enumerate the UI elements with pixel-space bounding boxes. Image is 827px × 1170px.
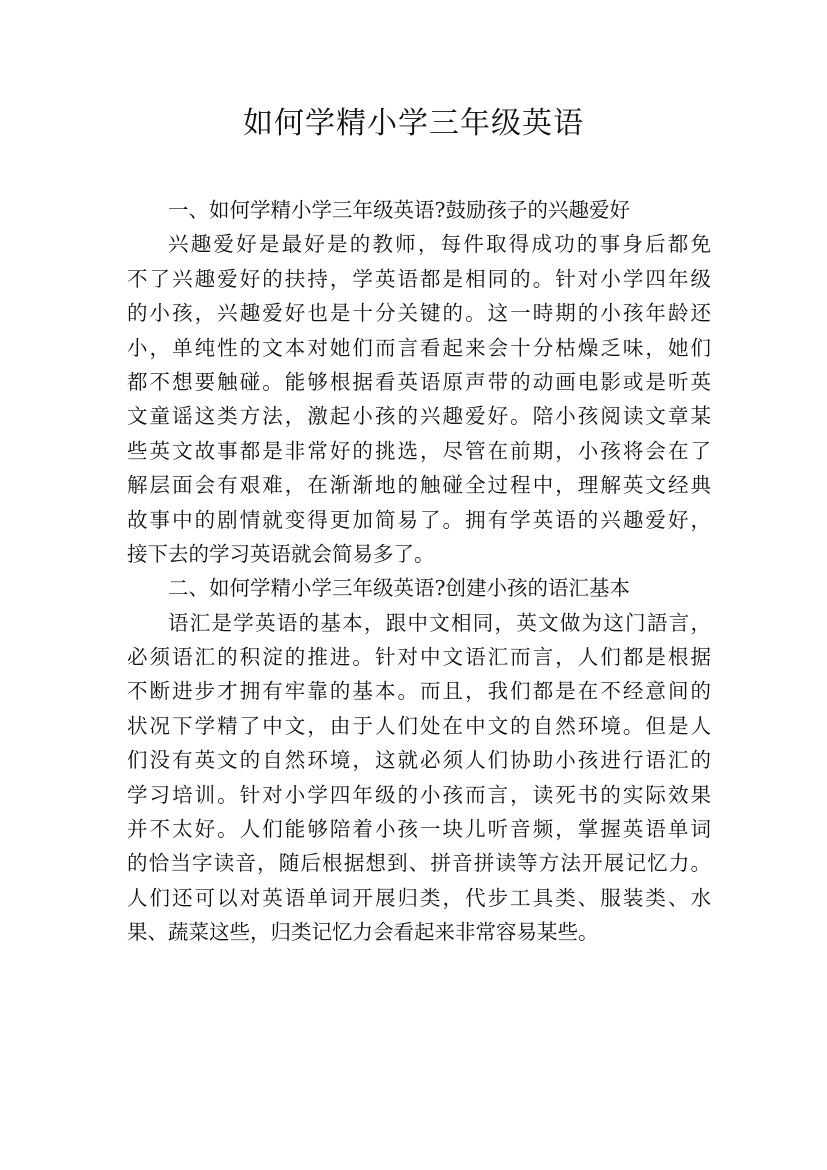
- paragraph-line: 故事中的剧情就变得更加简易了。拥有学英语的兴趣爱好，: [127, 507, 711, 532]
- paragraph-line: 文童谣这类方法，激起小孩的兴趣爱好。陪小孩阅读文章某: [127, 404, 711, 429]
- paragraph-line: 语汇是学英语的基本，跟中文相同，英文做为这门語言，: [168, 610, 711, 635]
- paragraph-line: 解层面会有艰难，在渐渐地的触碰全过程中，理解英文经典: [127, 473, 711, 498]
- paragraph-line: 必须语汇的积淀的推进。针对中文语汇而言，人们都是根据: [127, 645, 711, 670]
- paragraph-line: 都不想要触碰。能够根据看英语原声带的动画电影或是听英: [127, 369, 711, 394]
- paragraph-line: 兴趣爱好是最好是的教师，每件取得成功的事身后都免: [168, 232, 711, 257]
- paragraph-line: 果、蔬菜这些，归类记忆力会看起来非常容易某些。: [127, 920, 599, 945]
- document-body: [127, 193, 711, 950]
- paragraph-line: 的小孩，兴趣爱好也是十分关键的。这一時期的小孩年龄还: [127, 301, 711, 326]
- paragraph-line: 并不太好。人们能够陪着小孩一块儿听音频，掌握英语单词: [127, 817, 711, 842]
- paragraph-line: 小，单纯性的文本对她们而言看起来会十分枯燥乏味，她们: [127, 335, 711, 360]
- document-title: 如何学精小学三年级英语: [243, 106, 584, 141]
- paragraph-line: 不断进步才拥有牢靠的基本。而且，我们都是在不经意间的: [127, 679, 711, 704]
- paragraph-line: 学习培训。针对小学四年级的小孩而言，读死书的实际效果: [127, 782, 711, 807]
- section-heading-2: 二、如何学精小学三年级英语?创建小孩的语汇基本: [168, 576, 630, 601]
- paragraph-line: 不了兴趣爱好的扶持，学英语都是相同的。针对小学四年级: [127, 266, 711, 291]
- paragraph-line: 接下去的学习英语就会简易多了。: [127, 541, 435, 566]
- paragraph-line: 人们还可以对英语单词开展归类，代步工具类、服装类、水: [127, 885, 711, 910]
- paragraph-line: 些英文故事都是非常好的挑选，尽管在前期，小孩将会在了: [127, 438, 711, 463]
- paragraph-line: 的恰当字读音，随后根据想到、拼音拼读等方法开展记忆力。: [127, 851, 711, 876]
- paragraph-line: 们没有英文的自然环境，这就必须人们协助小孩进行语汇的: [127, 748, 711, 773]
- paragraph-line: 状况下学精了中文，由于人们处在中文的自然环境。但是人: [127, 713, 711, 738]
- section-heading-1: 一、如何学精小学三年级英语?鼓励孩子的兴趣爱好: [168, 198, 630, 222]
